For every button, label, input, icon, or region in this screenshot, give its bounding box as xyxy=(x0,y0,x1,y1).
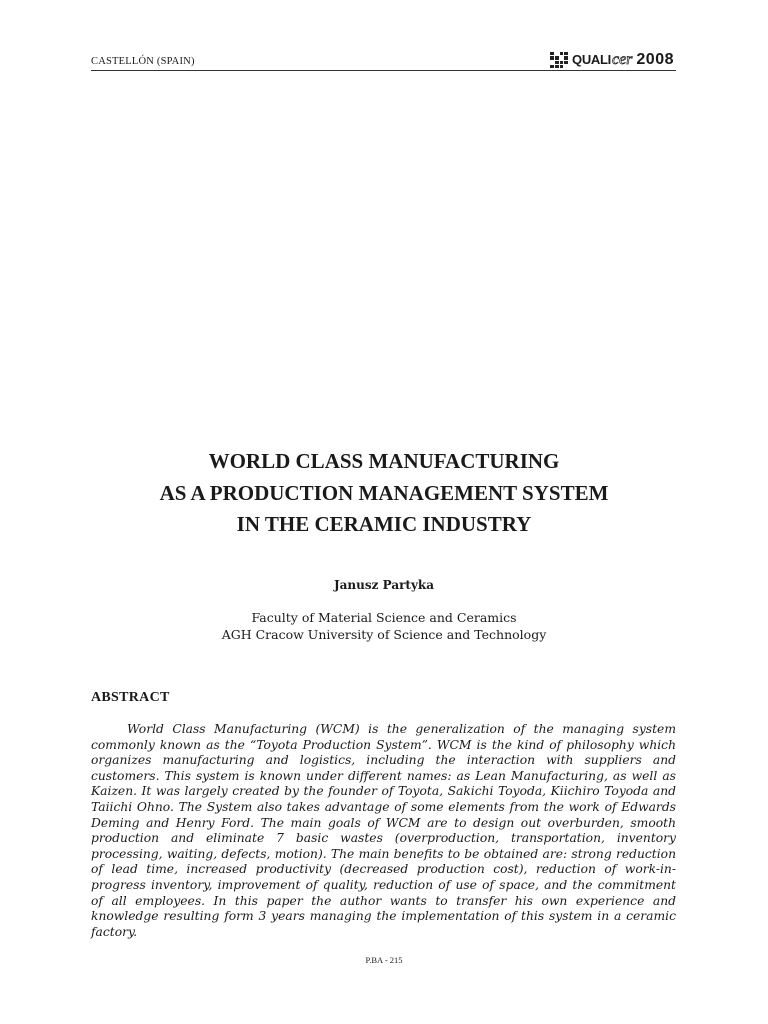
affiliation-line-2: AGH Cracow University of Science and Technology xyxy=(221,627,547,642)
abstract-body: World Class Manufacturing (WCM) is the generalization of the managing system commonly known as the “Toyota Production System”. WCM is the kind of philosophy which organizes manufacturing and logistics, including the interaction with suppliers and customers. This system is known under different names: as Lean Manufacturing, as well as Kaizen. It was largely created by the founder of Toyota, Sakichi Toyoda, Kiichiro Toyoda and Taiichi Ohno. The System also takes advantage of some elements from the work of Edwards Deming and Henry Ford. The main goals of WCM are to design out overburden, smooth production and eliminate 7 basic wastes (overproduction, transportation, inventory processing, waiting, defects, motion). The main benefits to be obtained are: strong reduction of lead time, increased productivity (decreased production cost), reduction of work-in-progress inventory, improvement of quality, reduction of use of space, and the commitment of all employees. In this paper the author wants to transfer his own experience and knowledge resulting form 3 years managing the implementation of this system in a ceramic factory. xyxy=(91,722,676,939)
title-line-2: AS A PRODUCTION MANAGEMENT SYSTEM xyxy=(159,480,609,505)
logo-quali-text: QUALI xyxy=(572,52,611,67)
page-number: P.BA - 215 xyxy=(365,955,403,965)
logo-grid-icon xyxy=(550,52,568,68)
affiliation xyxy=(0,609,768,643)
author-name: Janusz Partyka xyxy=(333,578,435,592)
title-line-3: IN THE CERAMIC INDUSTRY xyxy=(236,512,532,536)
qualicer-logo xyxy=(550,52,674,68)
title-line-1: WORLD CLASS MANUFACTURING xyxy=(208,449,560,473)
logo-cer-text: cer xyxy=(611,51,633,68)
running-header xyxy=(91,44,676,71)
abstract-heading: ABSTRACT xyxy=(91,690,170,705)
logo-year: 2008 xyxy=(636,51,674,68)
affiliation-line-1: Faculty of Material Science and Ceramics xyxy=(251,610,517,625)
header-location: CASTELLÓN (SPAIN) xyxy=(91,56,195,67)
paper-title xyxy=(0,446,768,541)
